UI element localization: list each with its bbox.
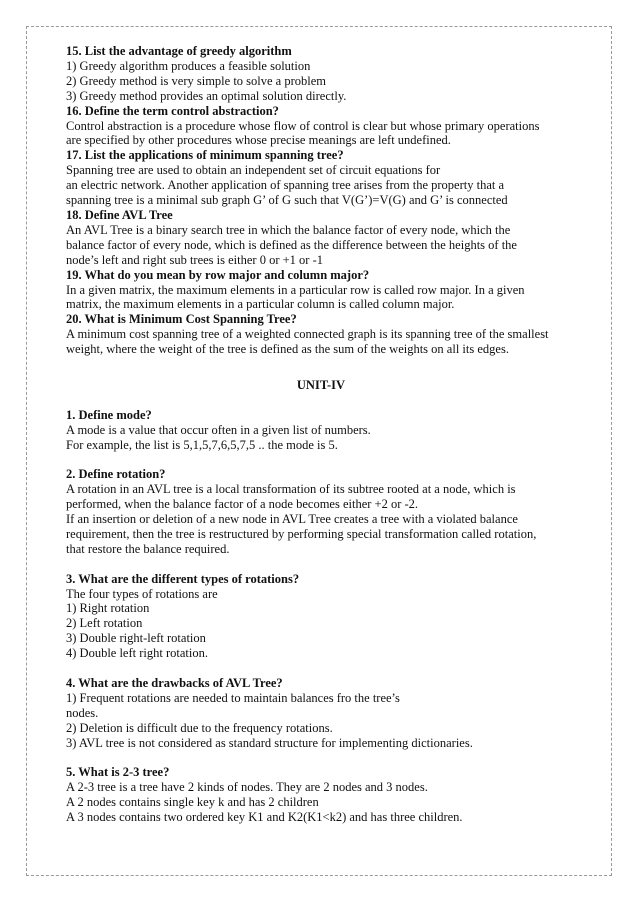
answer-line: Control abstraction is a procedure whose flow of control is clear but whose primary operations [66, 118, 540, 133]
answer-line: In a given matrix, the maximum elements in a particular row is called row major. In a given [66, 282, 525, 297]
question-heading: 19. What do you mean by row major and column major? [66, 267, 370, 282]
answer-line: A mode is a value that occur often in a given list of numbers. [66, 422, 371, 437]
paragraph-spacer [66, 661, 576, 676]
paragraph-spacer [66, 357, 576, 372]
answer-line: Spanning tree are used to obtain an independent set of circuit equations for [66, 163, 441, 178]
answer-line: that restore the balance required. [66, 541, 230, 556]
answer-line: A 3 nodes contains two ordered key K1 and K2(K1<k2) and has three children. [66, 810, 463, 825]
answer-line: performed, when the balance factor of a node becomes either +2 or -2. [66, 497, 419, 512]
question-heading: 5. What is 2-3 tree? [66, 765, 170, 780]
answer-line: A minimum cost spanning tree of a weighted connected graph is its spanning tree of the smallest [66, 327, 549, 342]
answer-line: 3) AVL tree is not considered as standard structure for implementing dictionaries. [66, 735, 473, 750]
answer-line: 2) Deletion is difficult due to the frequency rotations. [66, 720, 333, 735]
question-heading: 20. What is Minimum Cost Spanning Tree? [66, 312, 297, 327]
question-heading: 16. Define the term control abstraction? [66, 103, 279, 118]
question-heading: 15. List the advantage of greedy algorithm [66, 44, 292, 58]
question-heading: 18. Define AVL Tree [66, 207, 173, 222]
paragraph-spacer [66, 557, 576, 572]
answer-line: spanning tree is a minimal sub graph G’ of G such that V(G’)=V(G) and G’ is connected [66, 193, 508, 208]
answer-line: The four types of rotations are [66, 586, 218, 601]
question-heading: 2. Define rotation? [66, 467, 166, 482]
answer-line: nodes. [66, 705, 99, 720]
answer-line: An AVL Tree is a binary search tree in which the balance factor of every node, which the [66, 222, 511, 237]
paragraph-spacer [66, 452, 576, 467]
question-heading: 17. List the applications of minimum spanning tree? [66, 148, 344, 163]
answer-line: 1) Right rotation [66, 601, 150, 616]
answer-line: weight, where the weight of the tree is defined as the sum of the weights on all its edges. [66, 342, 509, 357]
question-heading: 4. What are the drawbacks of AVL Tree? [66, 675, 283, 690]
question-heading: 1. Define mode? [66, 407, 152, 422]
answer-line: node’s left and right sub trees is either 0 or +1 or -1 [66, 252, 323, 267]
answer-line: A rotation in an AVL tree is a local transformation of its subtree rooted at a node, which is [66, 482, 516, 497]
answer-line: an electric network. Another application of spanning tree arises from the property that a [66, 178, 505, 193]
answer-line: 1) Frequent rotations are needed to maintain balances fro the tree’s [66, 690, 400, 705]
answer-line: 3) Greedy method provides an optimal solution directly. [66, 88, 347, 103]
answer-line: If an insertion or deletion of a new node in AVL Tree creates a tree with a violated balance [66, 512, 518, 527]
answer-line: requirement, then the tree is restructured by performing special transformation called rotation, [66, 526, 537, 541]
answer-line: 2) Greedy method is very simple to solve a problem [66, 73, 327, 88]
answer-line: 3) Double right-left rotation [66, 631, 206, 646]
answer-line: A 2-3 tree is a tree have 2 kinds of nodes. They are 2 nodes and 3 nodes. [66, 780, 428, 795]
question-heading: 3. What are the different types of rotations? [66, 571, 300, 586]
document-body [66, 44, 576, 825]
answer-line: For example, the list is 5,1,5,7,6,5,7,5 .. the mode is 5. [66, 437, 338, 452]
answer-line: matrix, the maximum elements in a particular column is called column major. [66, 297, 455, 312]
paragraph-spacer [66, 393, 576, 408]
paragraph-spacer [66, 751, 576, 766]
answer-line: 2) Left rotation [66, 616, 143, 631]
answer-line: are specified by other procedures whose precise meanings are left undefined. [66, 133, 451, 148]
answer-line: balance factor of every node, which is defined as the difference between the heights of the [66, 237, 517, 252]
answer-line: 4) Double left right rotation. [66, 646, 208, 661]
answer-line: 1) Greedy algorithm produces a feasible solution [66, 58, 311, 73]
answer-line: A 2 nodes contains single key k and has 2 children [66, 795, 319, 810]
unit-heading: UNIT-IV [296, 377, 346, 392]
